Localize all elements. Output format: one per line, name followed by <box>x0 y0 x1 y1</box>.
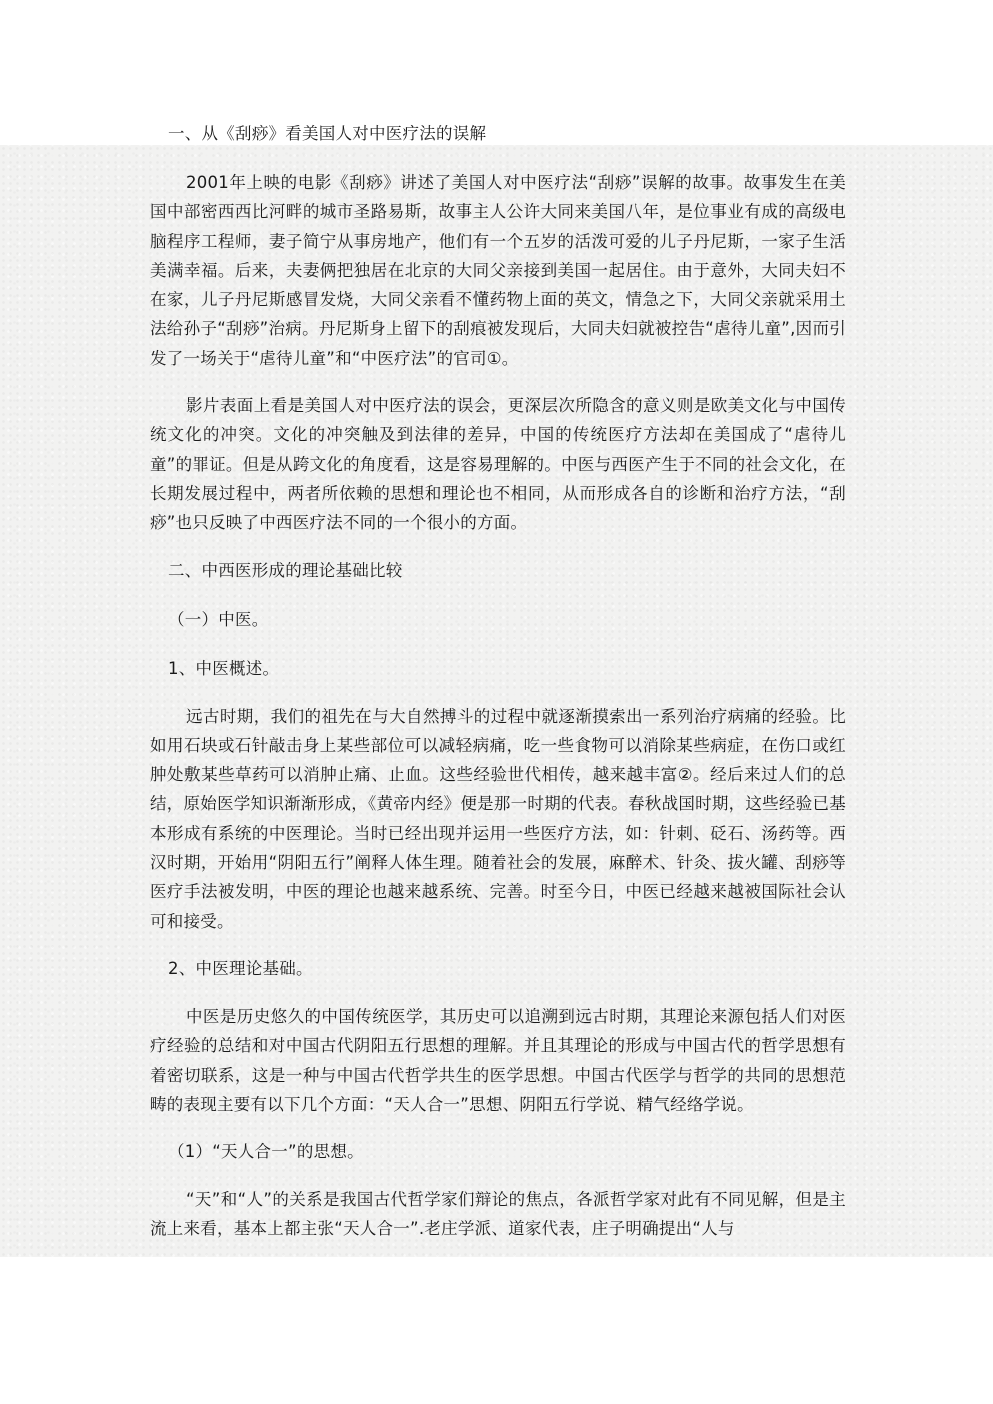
section-heading-1: 一、从《刮痧》看美国人对中医疗法的误解 <box>168 124 487 143</box>
subsection-heading-overview: 1、中医概述。 <box>168 658 280 678</box>
paragraph-culture-conflict: 影片表面上看是美国人对中医疗法的误会，更深层次所隐含的意义则是欧美文化与中国传统文化的冲突。文化的冲突触及到法律的差异，中国的传统医疗方法却在美国成了“虐待儿童”的罪证。但是从跨文化的角度看，这是容易理解的。中医与西医产生于不同的社会文化，在长期发展过程中，两者所依赖的思想和理论也不相同，从而形成各自的诊断和治疗方法，“刮痧”也只反映了中西医疗法不同的一个很小的方面。 <box>150 396 846 533</box>
subsection-heading-theory: 2、中医理论基础。 <box>168 958 313 978</box>
paragraph-tcm-history: 远古时期，我们的祖先在与大自然搏斗的过程中就逐渐摸索出一系列治疗病痛的经验。比如用石块或石针敲击身上某些部位可以减轻病痛，吃一些食物可以消除某些病症，在伤口或红肿处敷某些草药可以消肿止痛、止血。这些经验世代相传，越来越丰富②。经后来过人们的总结，原始医学知识渐渐形成，《黄帝内经》便是那一时期的代表。春秋战国时期，这些经验已基本形成有系统的中医理论。当时已经出现并运用一些医疗方法，如：针刺、砭石、汤药等。西汉时期，开始用“阴阳五行”阐释人体生理。随着社会的发展，麻醉术、针灸、拔火罐、刮痧等医疗手法被发明，中医的理论也越来越系统、完善。时至今日，中医已经越来越被国际社会认可和接受。 <box>150 706 846 931</box>
subsection-heading-tcm: （一）中医。 <box>168 609 269 629</box>
section-heading-2: 二、中西医形成的理论基础比较 <box>168 560 403 580</box>
subsection-heading-heaven-man: （1）“天人合一”的思想。 <box>168 1142 364 1162</box>
document-body <box>150 118 846 1244</box>
paragraph-film-summary: 2001年上映的电影《刮痧》讲述了美国人对中医疗法“刮痧”误解的故事。故事发生在美国中部密西西比河畔的城市圣路易斯，故事主人公许大同来美国八年，是位事业有成的高级电脑程序工程师，妻子简宁从事房地产，他们有一个五岁的活泼可爱的儿子丹尼斯，一家子生活美满幸福。后来，夫妻俩把独居在北京的大同父亲接到美国一起居住。由于意外，大同夫妇不在家，儿子丹尼斯感冒发烧，大同父亲看不懂药物上面的英文，情急之下，大同父亲就采用土法给孙子“刮痧”治病。丹尼斯身上留下的刮痕被发现后，大同夫妇就被控告“虐待儿童”,因而引发了一场关于“虐待儿童”和“中医疗法”的官司①。 <box>150 173 846 368</box>
paragraph-tcm-theory: 中医是历史悠久的中国传统医学，其历史可以追溯到远古时期，其理论来源包括人们对医疗经验的总结和对中国古代阴阳五行思想的理解。并且其理论的形成与中国古代的哲学思想有着密切联系，这是一种与中国古代哲学共生的医学思想。中国古代医学与哲学的共同的思想范畴的表现主要有以下几个方面：“天人合一”思想、阴阳五行学说、精气经络学说。 <box>150 1006 846 1114</box>
paragraph-heaven-man: “天”和“人”的关系是我国古代哲学家们辩论的焦点，各派哲学家对此有不同见解，但是主流上来看，基本上都主张“天人合一”.老庄学派、道家代表，庄子明确提出“人与 <box>150 1190 846 1239</box>
